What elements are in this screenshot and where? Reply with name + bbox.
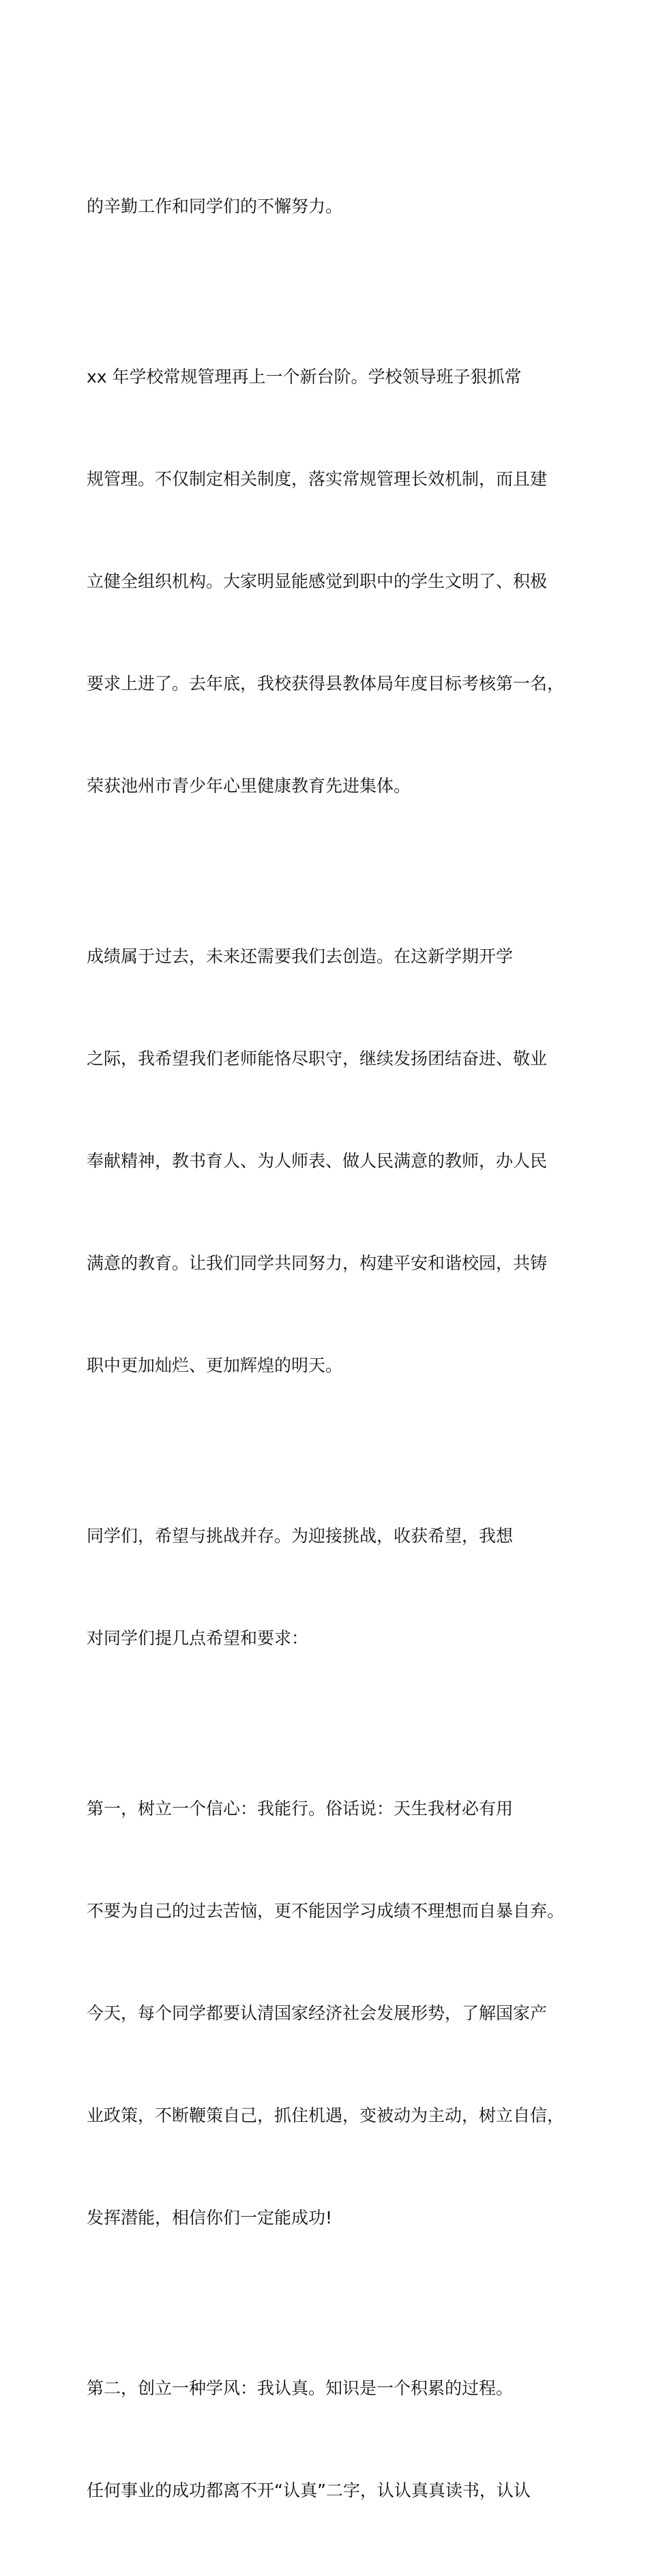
text-line: 的辛勤工作和同学们的不懈努力。 <box>87 196 343 216</box>
text-line: 奉献精神，教书育人、为人师表、做人民满意的教师，办人民 <box>87 1151 548 1171</box>
text-line: xx 年学校常规管理再上一个新台阶。学校领导班子狠抓常 <box>87 367 522 387</box>
paragraph-future <box>87 871 570 1451</box>
paragraph-second-point <box>87 2303 570 2576</box>
text-line: 发挥潜能，相信你们一定能成功! <box>87 2208 333 2228</box>
text-line: 要求上进了。去年底，我校获得县教体局年度目标考核第一名， <box>87 674 565 693</box>
text-line: 职中更加灿烂、更加辉煌的明天。 <box>87 1356 343 1375</box>
text-line: 荣获池州市青少年心里健康教育先进集体。 <box>87 776 411 796</box>
text-line: 第二，创立一种学风：我认真。知识是一个积累的过程。 <box>87 2378 514 2398</box>
text-line: 不要为自己的过去苦恼，更不能因学习成绩不理想而自暴自弃。 <box>87 1901 565 1921</box>
text-line: 对同学们提几点希望和要求： <box>87 1628 309 1648</box>
text-line: 成绩属于过去，未来还需要我们去创造。在这新学期开学 <box>87 946 514 966</box>
paragraph-hopes-intro <box>87 1451 570 1724</box>
text-line: 任何事业的成功都离不开“认真”二字，认认真真读书，认认 <box>87 2481 531 2500</box>
text-line: 今天，每个同学都要认清国家经济社会发展形势，了解国家产 <box>87 2003 548 2023</box>
paragraph-first-point <box>87 1724 570 2303</box>
text-line: 同学们，希望与挑战并存。为迎接挑战，收获希望，我想 <box>87 1526 514 1546</box>
document-body <box>87 121 570 2576</box>
text-line: 满意的教育。让我们同学共同努力，构建平安和谐校园，共铸 <box>87 1253 548 1273</box>
text-line: 第一，树立一个信心：我能行。俗话说：天生我材必有用 <box>87 1799 514 1818</box>
text-line: 之际，我希望我们老师能恪尽职守，继续发扬团结奋进、敬业 <box>87 1049 548 1068</box>
text-line: 业政策，不断鞭策自己，抓住机遇，变被动为主动，树立自信， <box>87 2106 565 2125</box>
paragraph-management <box>87 292 570 871</box>
text-line: 规管理。不仅制定相关制度，落实常规管理长效机制，而且建 <box>87 469 548 489</box>
paragraph-continuation <box>87 121 570 292</box>
text-line: 立健全组织机构。大家明显能感觉到职中的学生文明了、积极 <box>87 571 548 591</box>
